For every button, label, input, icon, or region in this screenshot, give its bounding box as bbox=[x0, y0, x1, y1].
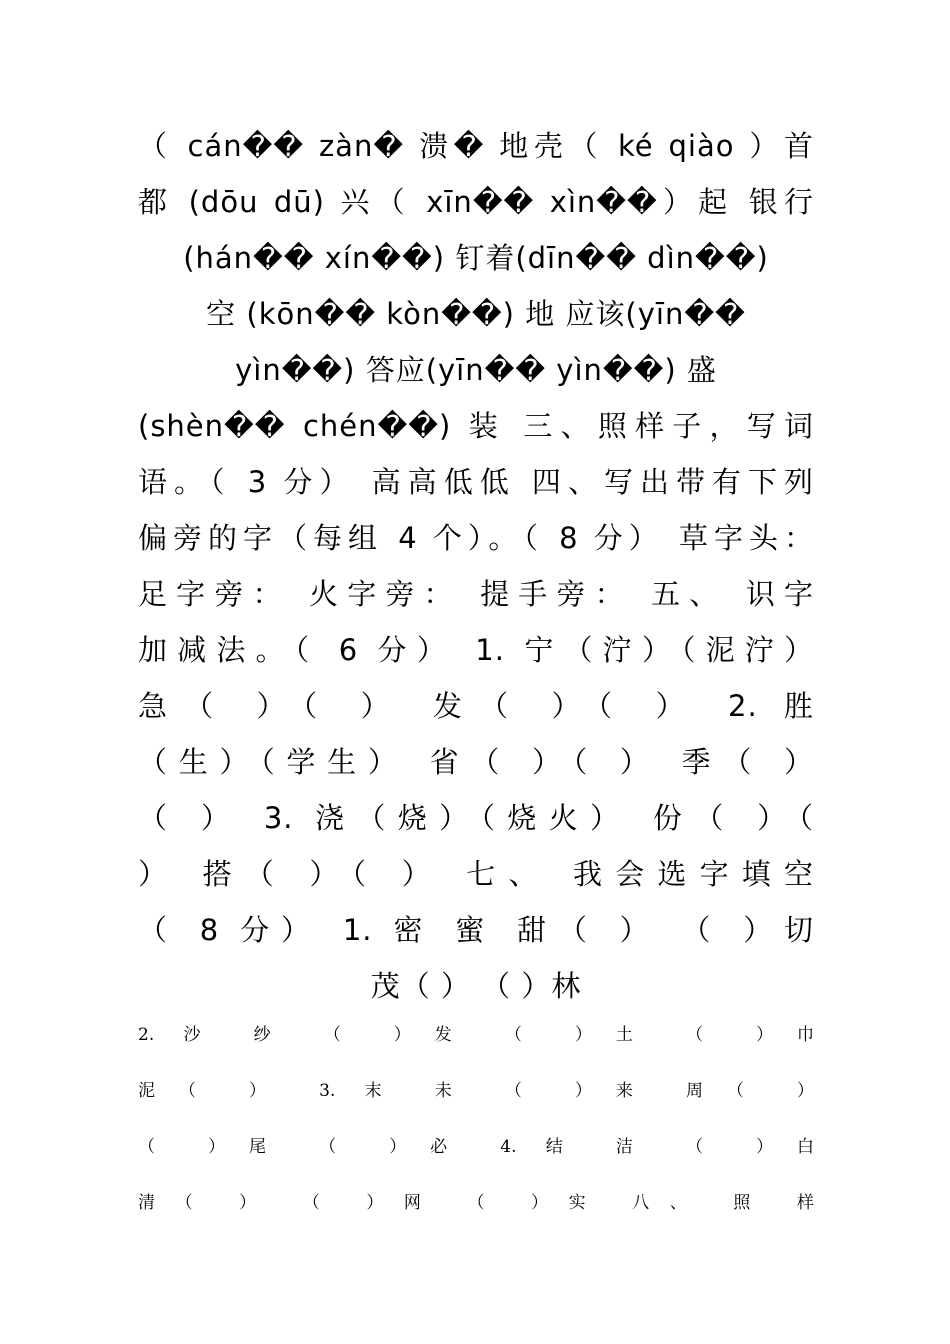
text-line: 空 (kōn�� kòn��) 地 应该(yīn�� bbox=[206, 297, 746, 331]
text-line: 茂（ ） （ ）林 bbox=[370, 969, 582, 1003]
text-line: (shèn�� chén��) 装 三、照样子，写词 bbox=[138, 409, 814, 443]
exercise-text-small bbox=[138, 1007, 814, 1231]
text-line: yìn��) 答应(yīn�� yìn��) 盛 bbox=[235, 353, 717, 387]
text-line: （ ） 3. 浇（烧）（烧火） 份（ ）（ bbox=[138, 801, 814, 835]
text-line: （ ）尾 （ ）必 4. 结 洁 （ ）白 bbox=[138, 1137, 814, 1157]
text-line: 都 (dōu dū) 兴（ xīn�� xìn��）起 银行 bbox=[138, 185, 814, 219]
text-line: 2. 沙 纱 （ ）发 （ ）土 （ ）巾 bbox=[138, 1025, 814, 1045]
text-line: （ 8 分） 1. 密 蜜 甜（ ） （ ）切 bbox=[138, 913, 814, 947]
text-line: 泥（ ） 3. 末 未 （ ）来 周（ ） bbox=[138, 1081, 814, 1101]
text-line: 语。（ 3 分） 高高低低 四、写出带有下列 bbox=[138, 465, 814, 499]
text-line: ） 搭（ ）（ ） 七、 我会选字填空 bbox=[138, 857, 814, 891]
text-line: （生）（学生） 省（ ）（ ） 季（ ） bbox=[138, 745, 814, 779]
exercise-text-large bbox=[138, 118, 814, 1014]
text-line: 清（ ） （ ）网 （ ）实 八、 照 样 bbox=[138, 1193, 814, 1213]
text-line: (hán�� xín��) 钉着(dīn�� dìn��) bbox=[183, 241, 769, 275]
text-line: 加减法。（ 6 分） 1. 宁（泞）（泥泞） bbox=[138, 633, 814, 667]
text-line: （ cán�� zàn� 溃� 地壳（ ké qiào ）首 bbox=[138, 129, 814, 163]
text-line: 急（ ）（ ） 发（ ）（ ） 2. 胜 bbox=[138, 689, 814, 723]
text-line: 足字旁： 火字旁： 提手旁： 五、 识字 bbox=[138, 577, 814, 611]
text-line: 偏旁的字（每组 4 个）。（ 8 分） 草字头： bbox=[138, 521, 814, 555]
